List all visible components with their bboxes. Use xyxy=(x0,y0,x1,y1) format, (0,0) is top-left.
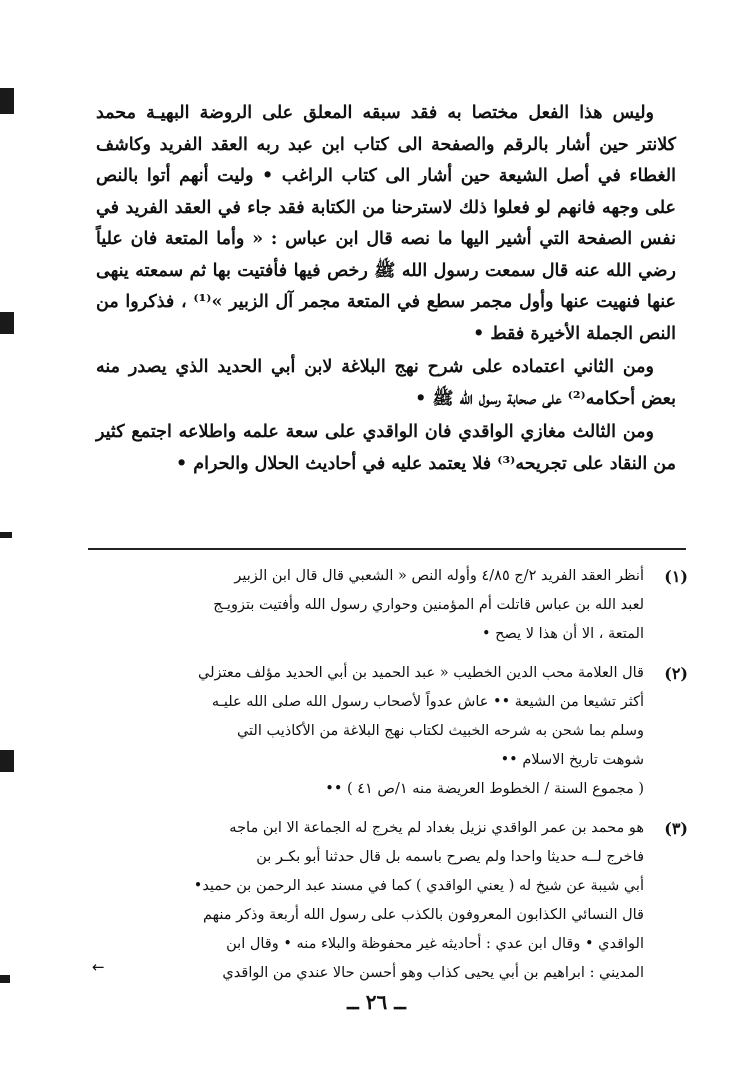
footnote-line: أبي شيبة عن شيخ له ( يعني الواقدي ) كما في مسند عبد الرحمن بن حميد• xyxy=(193,878,644,894)
main-text-body xyxy=(96,98,676,480)
margin-binding-mark xyxy=(0,88,14,114)
footnote-line: قال النسائي الكذابون المعروفون بالكذب على رسول الله أربعة وذكر منهم xyxy=(203,907,644,923)
footnote-line: ( مجموع السنة / الخطوط العريضة منه ١/ص ٤١ ) •• xyxy=(325,781,644,797)
body-paragraph: ومن الثالث مغازي الواقدي فان الواقدي على سعة علمه واطلاعه اجتمع كثير من النقاد على تجريحه⁽³⁾ فلا يعتمد عليه في أحاديث الحلال والحرام • xyxy=(96,422,676,474)
footnote-text xyxy=(94,814,644,988)
footnote xyxy=(94,814,688,988)
footnote xyxy=(94,659,688,804)
footnote-line: هو محمد بن عمر الواقدي نزيل بغداد لم يخرج له الجماعة الا ابن ماجه xyxy=(229,820,644,836)
footnote-line: المديني : ابراهيم بن أبي يحيى كذاب وهو أحسن حالا عندي من الواقدي xyxy=(222,965,644,981)
body-paragraph: وليس هذا الفعل مختصا به فقد سبقه المعلق على الروضة البهيـة محمد كلانتر حين أشار بالرقم والصفحة الى كتاب ابن عبد ربه العقد الفريد وكاشف الغطاء في أصل الشيعة حين أشار الى كتاب الراغب • وليت أنهم أتوا بالنص على وجهه فانهم لو فعلوا ذلك لاسترحنا من الكتابة فقد جاء في العقد الفريد في نفس الصفحة التي أشير اليها ما نصه قال ابن عباس : « وأما المتعة فان علياً رضي الله عنه قال سمعت رسول الله ﷺ رخص فيها فأفتيت بها ثم سمعته ينهى عنها فنهيت عنها وأول مجمر سطع في المتعة مجمر آل الزبير »⁽¹⁾ ، فذكروا من النص الجملة الأخيرة فقط • xyxy=(96,103,676,344)
margin-binding-mark xyxy=(0,532,12,538)
page-number: ــ ٢٦ ــ xyxy=(347,990,406,1014)
footnote-number: (٣) xyxy=(664,819,688,838)
footnote-text xyxy=(94,562,644,649)
continuation-arrow-icon: ← xyxy=(92,958,105,976)
footnote-line: أنظر العقد الفريد ٢/ج ٤/٨٥ وأوله النص « الشعبي قال قال ابن الزبير xyxy=(234,568,644,584)
footnote-separator xyxy=(88,548,686,550)
body-paragraph: ومن الثاني اعتماده على شرح نهج البلاغة لابن أبي الحديد الذي يصدر منه بعض أحكامه⁽²⁾ على صحابة رسول الله ﷺ • xyxy=(96,357,676,409)
footnote-line: لعبد الله بن عباس قاتلت أم المؤمنين وحواري رسول الله وأفتيت بتزويـج xyxy=(213,597,644,613)
footnote-line: المتعة ، الا أن هذا لا يصح • xyxy=(482,626,644,642)
footnotes xyxy=(94,562,688,998)
margin-binding-mark xyxy=(0,975,10,983)
footnote-line: فاخرج لــه حديثا واحدا ولم يصرح باسمه بل قال حدثنا أبو بكـر بن xyxy=(256,849,644,865)
footnote-line: شوهت تاريخ الاسلام •• xyxy=(500,752,644,768)
footnote xyxy=(94,562,688,649)
footnote-text xyxy=(94,659,644,804)
footnote-line: قال العلامة محب الدين الخطيب « عبد الحميد بن أبي الحديد مؤلف معتزلي xyxy=(198,665,644,681)
footnote-line: وسلم بما شحن به شرحه الخبيث لكتاب نهج البلاغة من الأكاذيب التي xyxy=(236,723,644,739)
margin-binding-mark xyxy=(0,312,14,334)
footnote-line: أكثر تشيعا من الشيعة •• عاش عدواً لأصحاب رسول الله صلى الله عليـه xyxy=(211,694,644,710)
footnote-line: الواقدي • وقال ابن عدي : أحاديثه غير محفوظة والبلاء منه • وقال ابن xyxy=(226,936,644,952)
footnote-number: (١) xyxy=(664,567,688,586)
footnote-number: (٢) xyxy=(664,664,688,683)
margin-binding-mark xyxy=(0,750,14,772)
